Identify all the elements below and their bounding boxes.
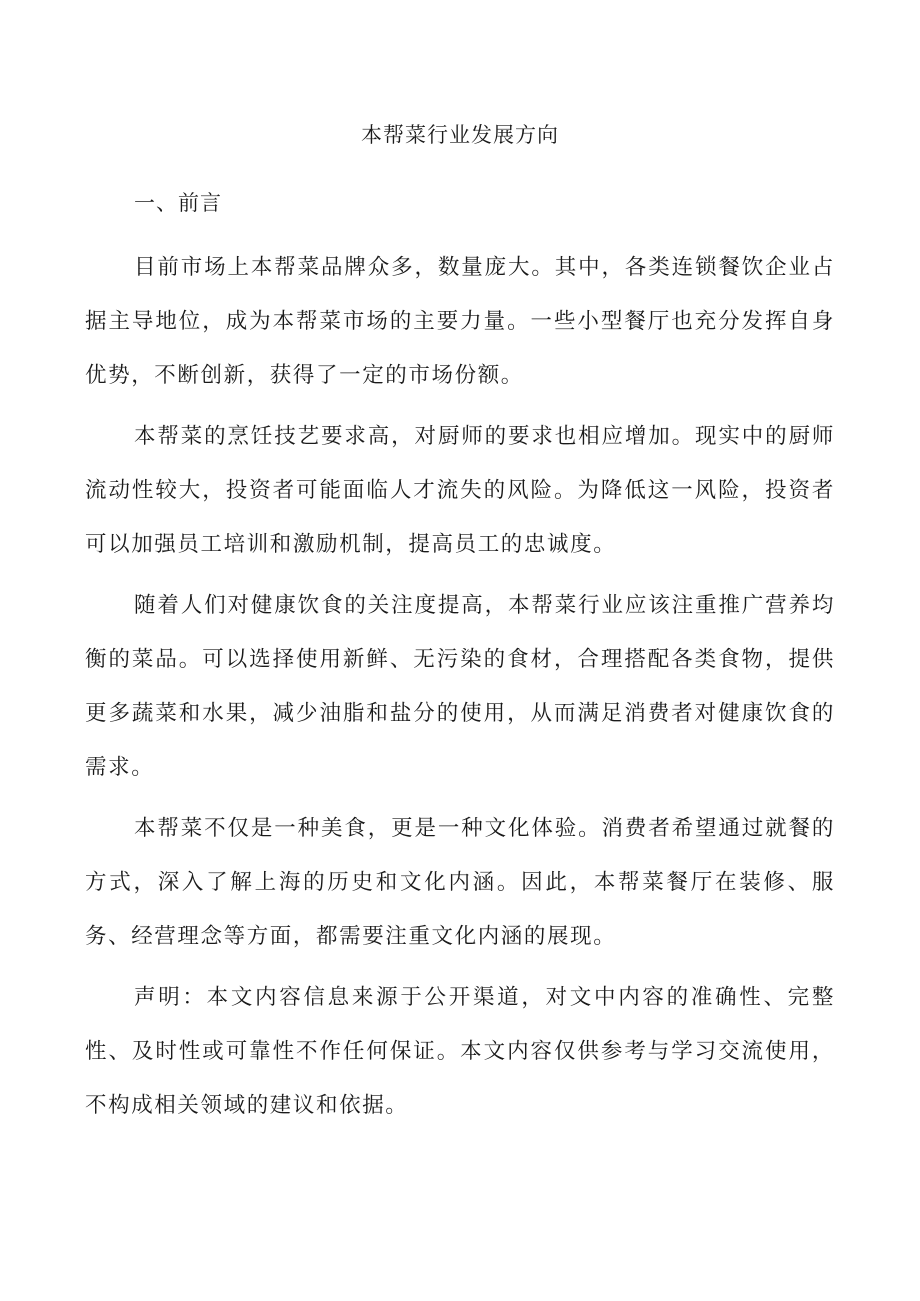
paragraph-healthy-eating: 随着人们对健康饮食的关注度提高，本帮菜行业应该注重推广营养均衡的菜品。可以选择使用新鲜、无污染的食材，合理搭配各类食物，提供更多蔬菜和水果，减少油脂和盐分的使用，从而满足消费者对健康饮食的需求。 (85, 593, 835, 780)
paragraph-cultural-experience: 本帮菜不仅是一种美食，更是一种文化体验。消费者希望通过就餐的方式，深入了解上海的历史和文化内涵。因此，本帮菜餐厅在装修、服务、经营理念等方面，都需要注重文化内涵的展现。 (85, 816, 835, 949)
paragraph-disclaimer: 声明：本文内容信息来源于公开渠道，对文中内容的准确性、完整性、及时性或可靠性不作任何保证。本文内容仅供参考与学习交流使用，不构成相关领域的建议和依据。 (85, 985, 835, 1118)
paragraph-chef-requirements: 本帮菜的烹饪技艺要求高，对厨师的要求也相应增加。现实中的厨师流动性较大，投资者可能面临人才流失的风险。为降低这一风险，投资者可以加强员工培训和激励机制，提高员工的忠诚度。 (85, 424, 835, 557)
document-title: 本帮菜行业发展方向 (361, 123, 559, 147)
paragraph-market-overview: 目前市场上本帮菜品牌众多，数量庞大。其中，各类连锁餐饮企业占据主导地位，成为本帮菜市场的主要力量。一些小型餐厅也充分发挥自身优势，不断创新，获得了一定的市场份额。 (85, 255, 835, 388)
section-heading: 一、前言 (134, 191, 222, 215)
